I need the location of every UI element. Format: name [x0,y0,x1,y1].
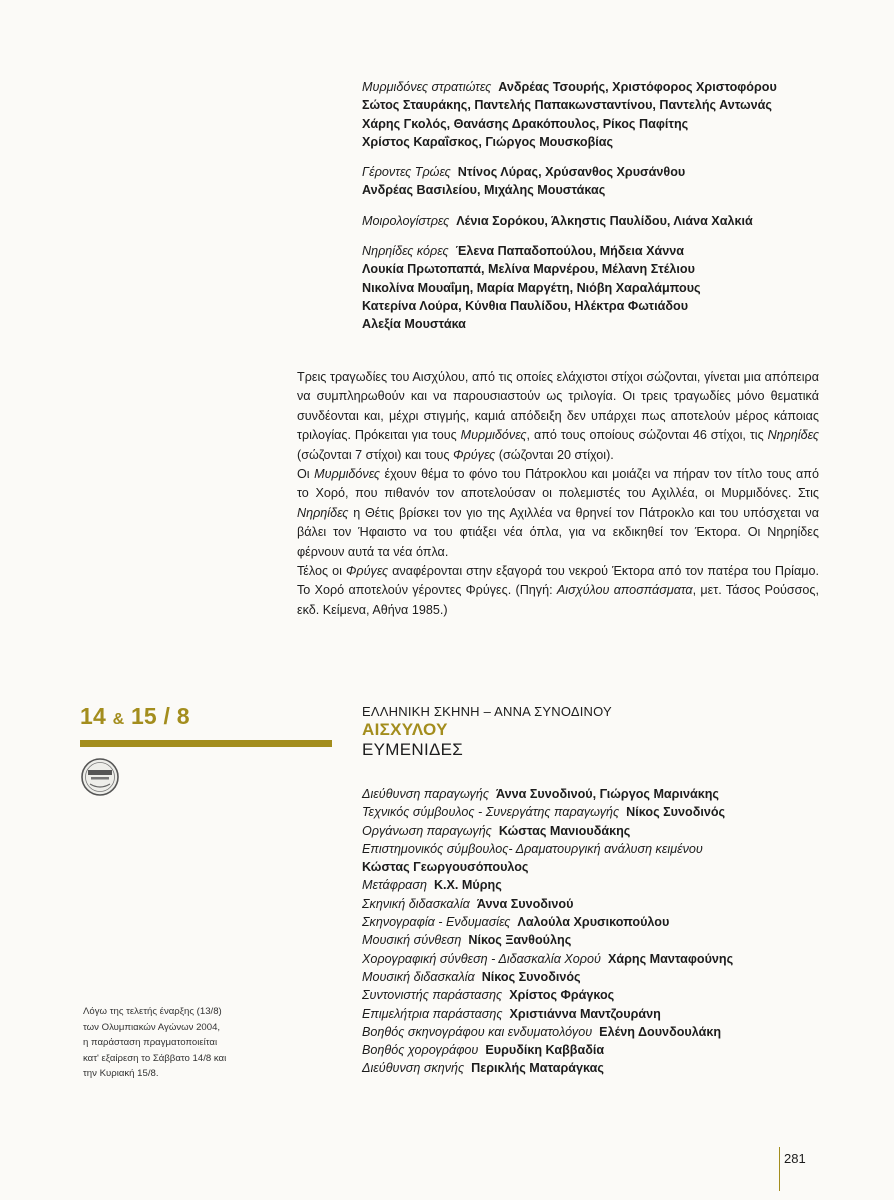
credits-list [362,785,802,1078]
cast-group-nereids [362,242,832,333]
synopsis-paragraph: Τέλος οι Φρύγες αναφέρονται στην εξαγορά του νεκρού Έκτορα από τον πατέρα του Πρίαμο. Το Χορό αποτελούν γέροντες Φρύγες. (Πηγή: Αισχύλου αποσπάσματα, μετ. Τάσος Ρούσσος, εκδ. Κείμενα, Αθήνα 1985.) [297,564,819,617]
cast-names: Ανδρέας Βασιλείου, Μιχάλης Μουστάκας [362,183,606,198]
cast-group-myrmidons [362,78,832,151]
cast-names: Χρίστος Καραΐσκος, Γιώργος Μουσκοβίας [362,134,614,149]
cast-group-mourners [362,212,832,230]
date-end: 15 / 8 [130,703,190,729]
cast-group-elders [362,163,832,200]
credit-row: Βοηθός σκηνογράφου και ενδυματολόγου Ελένη Δουνδουλάκη [362,1024,722,1039]
cast-names: Ανδρέας Τσουρής, Χριστόφορος Χριστοφόρου [498,80,777,94]
credit-row: Χορογραφική σύνθεση - Διδασκαλία Χορού Χάρης Μανταφούνης [362,951,734,966]
credit-row: Σκηνική διδασκαλία Άννα Συνοδινού [362,896,574,911]
cast-names: Χάρης Γκολός, Θανάσης Δρακόπουλος, Ρίκος Παφίτης [362,116,689,131]
cast-names: Σώτος Σταυράκης, Παντελής Παπακωνσταντίνου, Παντελής Αντωνάς [362,98,772,113]
cast-names: Νικολίνα Μουαΐμη, Μαρία Μαργέτη, Νιόβη Χαραλάμπους [362,280,701,295]
credit-row: Επιστημονικός σύμβουλος- Δραματουργική ανάλυση κειμένου [362,841,703,856]
credit-row: Επιμελήτρια παράστασης Χριστιάννα Μαντζουράνη [362,1006,661,1021]
credit-row: Σκηνογραφία - Ενδυμασίες Λαλούλα Χρυσικοπούλου [362,915,670,930]
cast-names: Αλεξία Μουστάκα [362,317,466,332]
cast-role: Νηρηίδες κόρες [362,244,449,259]
credit-row: Διεύθυνση παραγωγής Άννα Συνοδινού, Γιώργος Μαρινάκης [362,787,719,801]
cast-names: Ντίνος Λύρας, Χρύσανθος Χρυσάνθου [457,165,686,180]
credit-row: Μουσική σύνθεση Νίκος Ξανθούλης [362,933,572,948]
date-heading [80,702,332,747]
date-start: 14 [80,703,106,729]
synopsis [297,368,819,620]
author-name: ΑΙΣΧΥΛΟΥ [362,720,448,739]
company-name: ΕΛΛΗΝΙΚΗ ΣΚΗΝΗ – ΑΝΝΑ ΣΥΝΟΔΙΝΟΥ [362,704,612,719]
credit-row: Μουσική διδασκαλία Νίκος Συνοδινός [362,969,581,984]
cast-role: Γέροντες Τρώες [362,165,451,180]
credit-row: Κώστας Γεωργουσόπουλος [362,860,529,875]
synopsis-paragraph: Οι Μυρμιδόνες έχουν θέμα το φόνο του Πάτροκλου και μοιάζει να πήραν τον τίτλο τους από το Χορό, που πιθανόν τον αποτελούσαν οι πολεμιστές του Αχιλλέα, οι Μυρμιδόνες. Στις Νηρηίδες η Θέτις βρίσκει τον γιο της Αχιλλέα να θρηνεί τον Πάτροκλο και του υπόσχεται να βάλει τον Ήφαιστο να του φτιάξει νέα όπλα, για να εκδικηθεί τον Έκτορα. Οι Νηρηίδες φέρνουν αυτά τα νέα όπλα. [297,467,819,559]
cast-names: Κατερίνα Λούρα, Κύνθια Παυλίδου, Ηλέκτρα Φωτιάδου [362,298,689,313]
date-ampersand: & [112,711,125,728]
accent-rule [80,740,332,747]
credit-row: Οργάνωση παραγωγής Κώστας Μανιουδάκης [362,823,631,838]
cast-names: Έλενα Παπαδοπούλου, Μήδεια Χάννα [455,244,685,259]
cast-names: Λένια Σορόκου, Άλκηστις Παυλίδου, Λιάνα Χαλκιά [456,213,753,228]
credit-row: Βοηθός χορογράφου Ευρυδίκη Καββαδία [362,1043,605,1058]
cast-list [362,78,832,346]
schedule-note: Λόγω της τελετής έναρξης (13/8) των Ολυμπιακών Αγώνων 2004, η παράσταση πραγματοποιείται κατ' εξαίρεση το Σάββατο 14/8 και την Κυριακή 15/8. [83,1006,227,1080]
page-number: 281 [784,1151,806,1166]
credit-row: Συντονιστής παράστασης Χρίστος Φράγκος [362,988,615,1003]
cast-names: Λουκία Πρωτοπαπά, Μελίνα Μαρνέρου, Μέλανη Στέλιου [362,262,695,277]
cast-role: Μυρμιδόνες στρατιώτες [362,80,492,94]
page-number-rule [779,1147,780,1191]
synopsis-paragraph: Τρεις τραγωδίες του Αισχύλου, από τις οποίες ελάχιστοι στίχοι σώζονται, γίνεται μια απόπειρα να συμπληρωθούν και να παρουσιαστούν ως τριλογία. Οι τρεις τραγωδίες μόνο θεματικά συνδέονται και, μέχρι στιγμής, καμιά απόδειξη δεν υπάρχει πως αποτελούν μέρος κάποιας τριλογίας. Πρόκειται για τους Μυρμιδόνες, από τους οποίους σώζονται 46 στίχοι, τις Νηρηίδες (σώζονται 7 στίχοι) και τους Φρύγες (σώζονται 20 στίχοι). [297,370,819,462]
company-seal-icon [80,757,120,797]
credit-row: Τεχνικός σύμβουλος - Συνεργάτης παραγωγής Νίκος Συνοδινός [362,805,726,820]
credit-row: Διεύθυνση σκηνής Περικλής Ματαράγκας [362,1061,604,1076]
credit-row: Μετάφραση Κ.Χ. Μύρης [362,878,502,893]
cast-role: Μοιρολογίστρες [362,213,450,228]
play-title: ΕΥΜΕΝΙΔΕΣ [362,740,464,759]
